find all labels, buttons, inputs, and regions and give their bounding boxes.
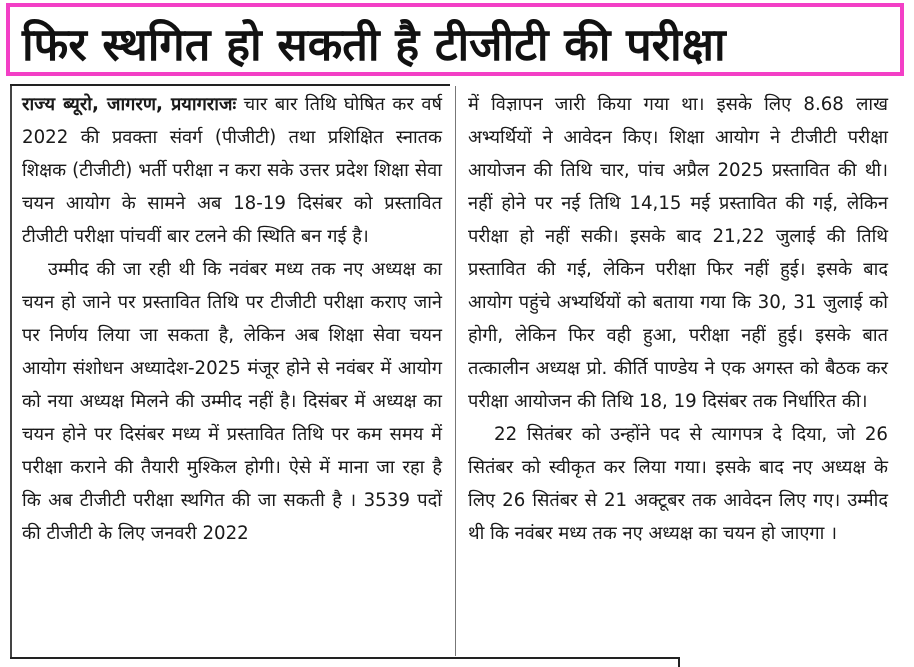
right-paragraph-1: में विज्ञापन जारी किया गया था। इसके लिए 8.68 लाख अभ्यर्थियों ने आवेदन किए। शिक्षा आयोग ने टीजीटी परीक्षा आयोजन की तिथि चार, पांच अप्रैल 2025 प्रस्तावित की थी। नहीं होने पर नई तिथि 14,15 मई प्रस्तावित की गई, लेकिन परीक्षा हो नहीं सकी। इसके बाद 21,22 जुलाई की तिथि प्रस्तावित की गई, लेकिन परीक्षा फिर नहीं हुई। इसके बाद आयोग पहुंचे अभ्यर्थियों को बताया गया कि 30, 31 जुलाई को होगी, लेकिन फिर वही हुआ, परीक्षा नहीं हुई। इसके बात तत्कालीन अध्यक्ष प्रो. कीर्ति पाण्डेय ने एक अगस्त को बैठक कर परीक्षा आयोजन की तिथि 18, 19 दिसंबर तक निर्धारित की।: [468, 94, 888, 412]
bottom-rule: [10, 657, 680, 659]
left-border: [10, 86, 12, 657]
right-paragraph-2: 22 सितंबर को उन्होंने पद से त्यागपत्र दे दिया, जो 26 सितंबर को स्वीकृत कर लिया गया। इसके बाद नए अध्यक्ष के लिए 26 सितंबर से 21 अक्टूबर तक आवेदन लिए गए। उम्मीद थी कि नवंबर मध्य तक नए अध्यक्ष का चयन हो जाएगा ।: [468, 424, 888, 544]
byline: राज्य ब्यूरो, जागरण, प्रयागराजः: [22, 94, 237, 115]
bottom-rule-tick: [678, 657, 680, 667]
left-paragraph-2: उम्मीद की जा रही थी कि नवंबर मध्य तक नए अध्यक्ष का चयन हो जाने पर प्रस्तावित तिथि पर टीजीटी परीक्षा कराए जाने पर निर्णय लिया जा सकता है, लेकिन अब शिक्षा सेवा चयन आयोग संशोधन अध्यादेश-2025 मंजूर होने से नवंबर में आयोग को नया अध्यक्ष मिलने की उम्मीद नहीं है। दिसंबर में अध्यक्ष का चयन होने पर दिसंबर मध्य में प्रस्तावित तिथि पर कम समय में परीक्षा कराने की तैयारी मुश्किल होगी। ऐसे में माना जा रहा है कि अब टीजीटी परीक्षा स्थगित की जा सकती है । 3539 पदों की टीजीटी के लिए जनवरी 2022: [22, 259, 442, 544]
headline-box: [6, 3, 904, 76]
left-column: [22, 88, 442, 550]
top-rule: [10, 84, 450, 86]
column-divider: [455, 86, 456, 656]
left-paragraph-1-text: चार बार तिथि घोषित कर वर्ष 2022 की प्रवक्ता संवर्ग (पीजीटी) तथा प्रशिक्षित स्नातक शिक्षक (टीजीटी) भर्ती परीक्षा न करा सके उत्तर प्रदेश शिक्षा सेवा चयन आयोग के सामने अब 18-19 दिसंबर को प्रस्तावित टीजीटी परीक्षा पांचवीं बार टलने की स्थिति बन गई है।: [22, 94, 442, 247]
right-column: [468, 88, 888, 550]
headline: फिर स्थगित हो सकती है टीजीटी की परीक्षा: [22, 18, 726, 71]
left-paragraph-1: [22, 88, 442, 253]
